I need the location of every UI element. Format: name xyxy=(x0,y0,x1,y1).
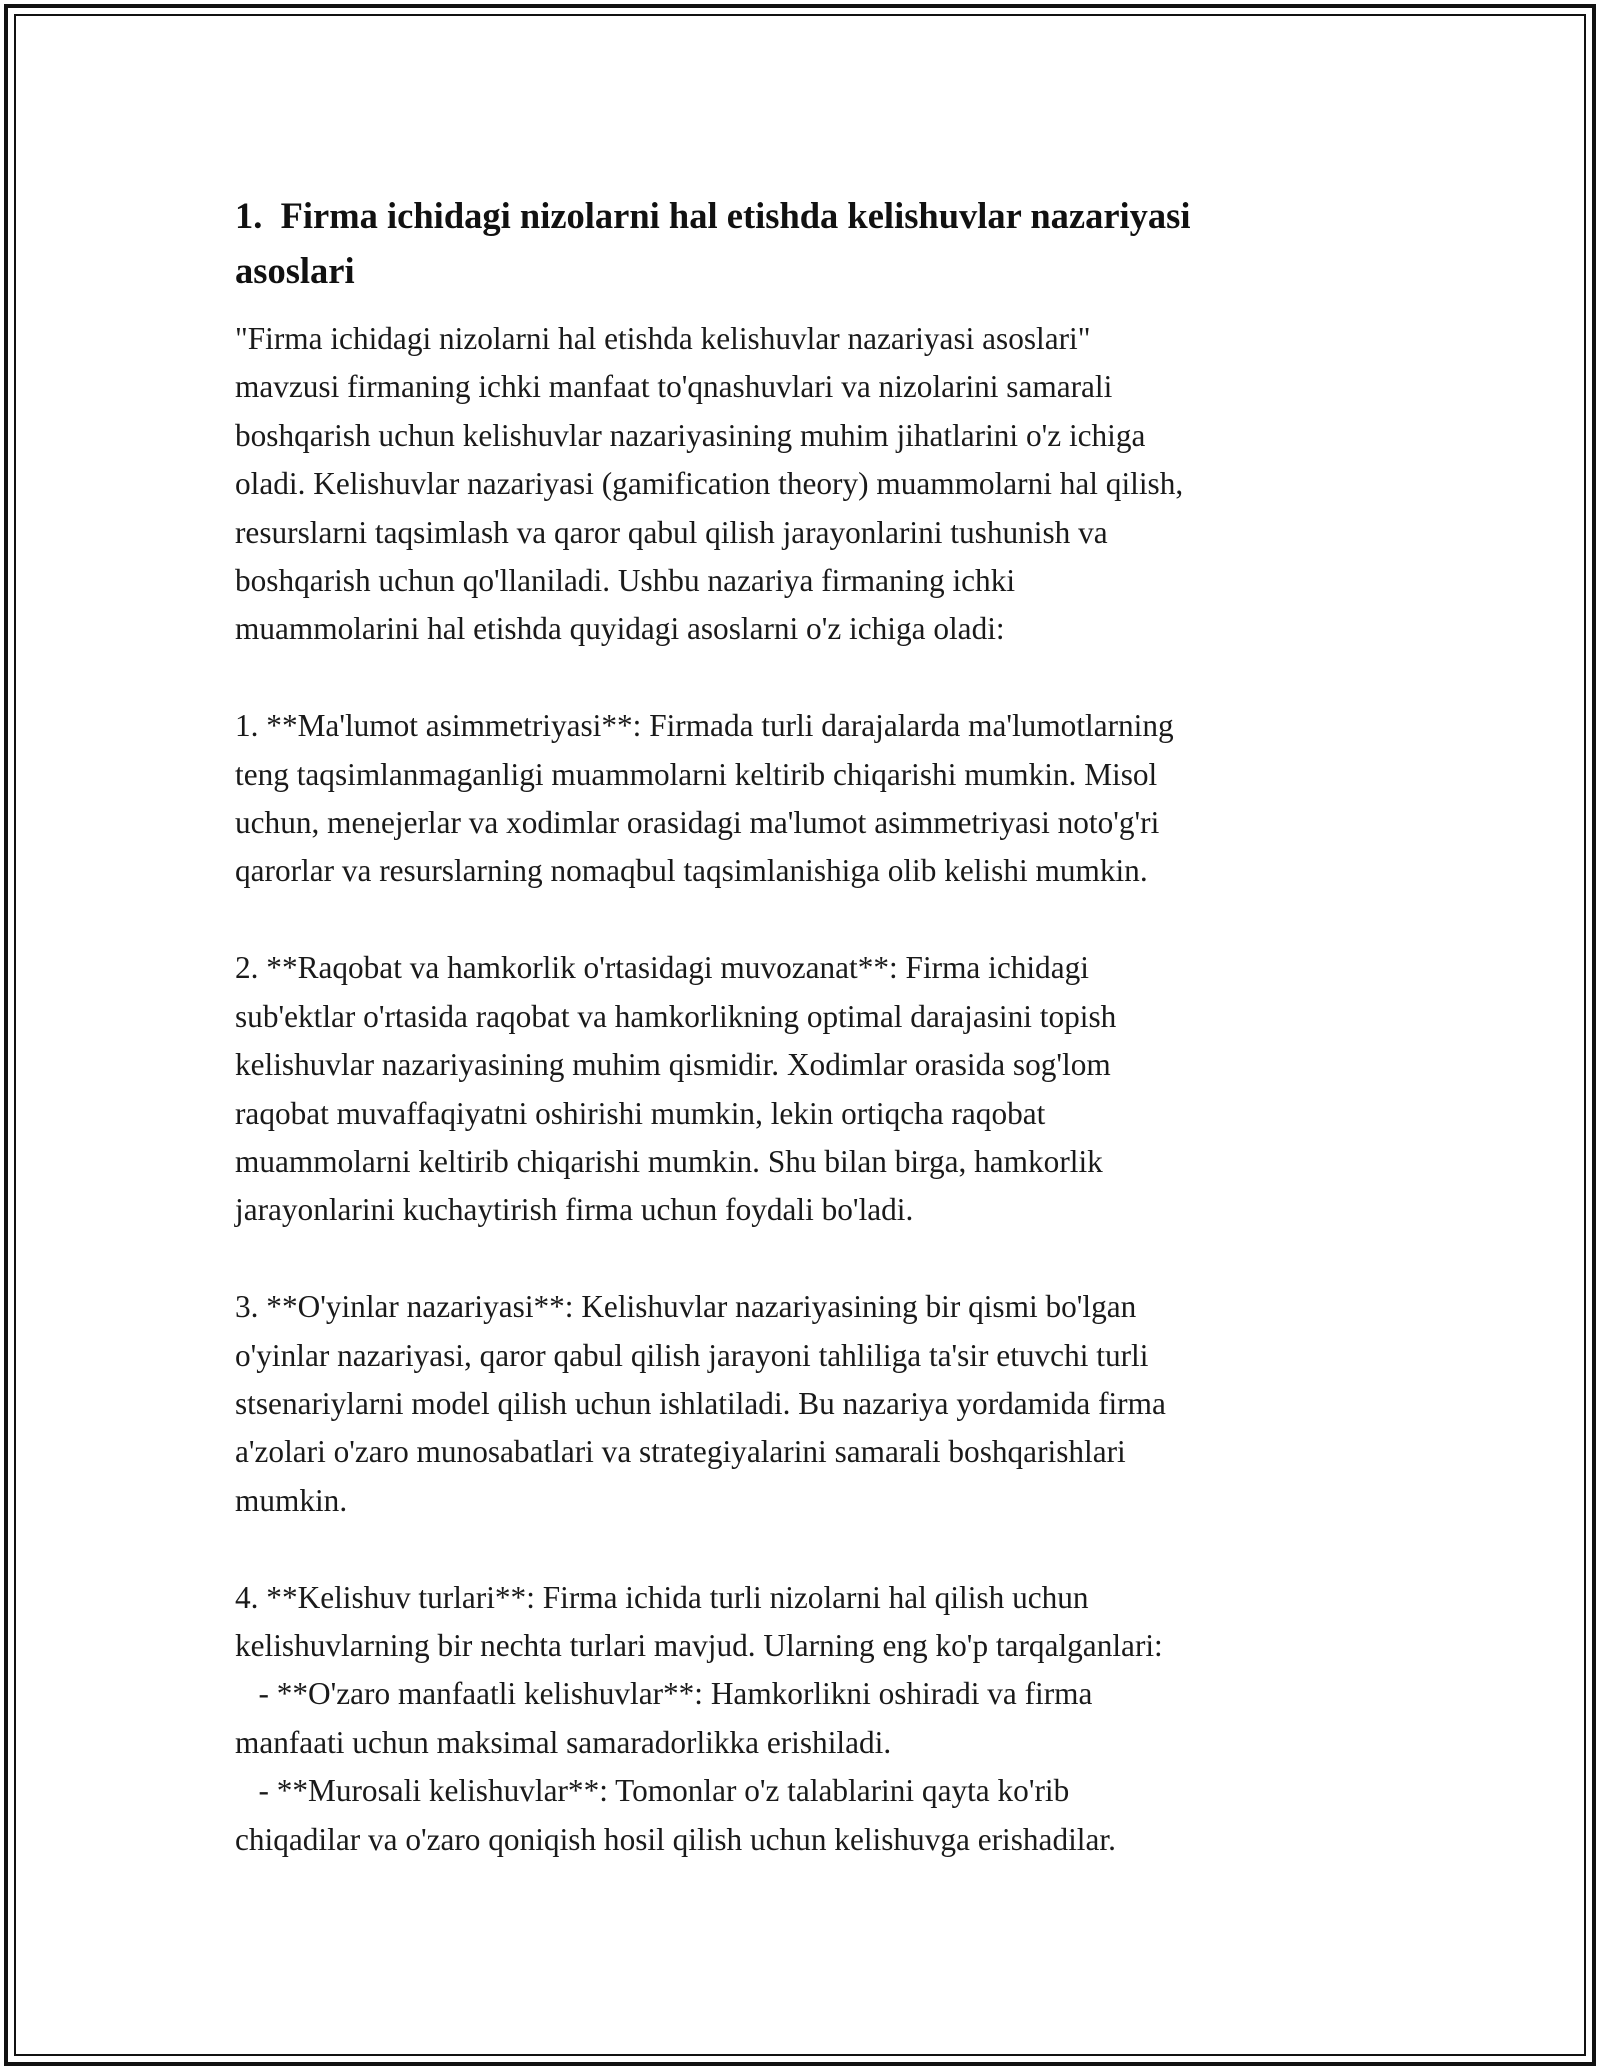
section-heading: 1. Firma ichidagi nizolarni hal etishda kelishuvlar nazariyasi asoslari xyxy=(235,195,1191,291)
body-text: "Firma ichidagi nizolarni hal etishda kelishuvlar nazariyasi asoslari" mavzusi firmaning ichki manfaat to'qnashuvlari va nizolarini samarali boshqarish uchun kelishuvlar nazariyasining muhim jihatlarini o'z ichiga oladi. Kelishuvlar nazariyasi (gamification theory) muammolarni hal qilish, resurslarni taqsimlash va qaror qabul qilish jarayonlarini tushunish va boshqarish uchun qo'llaniladi. Ushbu nazariya firmaning ichki muammolarini hal etishda quyidagi asoslarni o'z ichiga oladi: 1. **Ma'lumot asimmetriyasi**: Firmada turli darajalarda ma'lumotlarning teng taqsimlanmaganligi muammolarni keltirib chiqarishi mumkin. Misol uchun, menejerlar va xodimlar orasidagi ma'lumot asimmetriyasi noto'g'ri qarorlar va resurslarning nomaqbul taqsimlanishiga olib kelishi mumkin. 2. **Raqobat va hamkorlik o'rtasidagi muvozanat**: Firma ichidagi sub'ektlar o'rtasida raqobat va hamkorlikning optimal darajasini topish kelishuvlar nazariyasining muhim qismidir. Xodimlar orasida sog'lom raqobat muvaffaqiyatni oshirishi mumkin, lekin ortiqcha raqobat muammolarni keltirib chiqarishi mumkin. Shu bilan birga, hamkorlik jarayonlarini kuchaytirish firma uchun foydali bo'ladi. 3. **O'yinlar nazariyasi**: Kelishuvlar nazariyasining bir qismi bo'lgan o'yinlar nazariyasi, qaror qabul qilish jarayoni tahliliga ta'sir etuvchi turli stsenariylarni model qilish uchun ishlatiladi. Bu nazariya yordamida firma a'zolari o'zaro munosabatlari va strategiyalarini samarali boshqarishlari mumkin. 4. **Kelishuv turlari**: Firma ichida turli nizolarni hal qilish uchun kelishuvlarning bir nechta turlari mavjud. Ularning eng ko'p tarqalganlari: - **O'zaro manfaatli kelishuvlar**: Hamkorlikni oshiradi va firma manfaati uchun maksimal samaradorlikka erishiladi. - **Murosali kelishuvlar**: Tomonlar o'z talablarini qayta ko'rib chiqadilar va o'zaro qoniqish hosil qilish uchun kelishuvga erishadilar. xyxy=(235,321,1184,1857)
document-content xyxy=(235,188,1365,1864)
